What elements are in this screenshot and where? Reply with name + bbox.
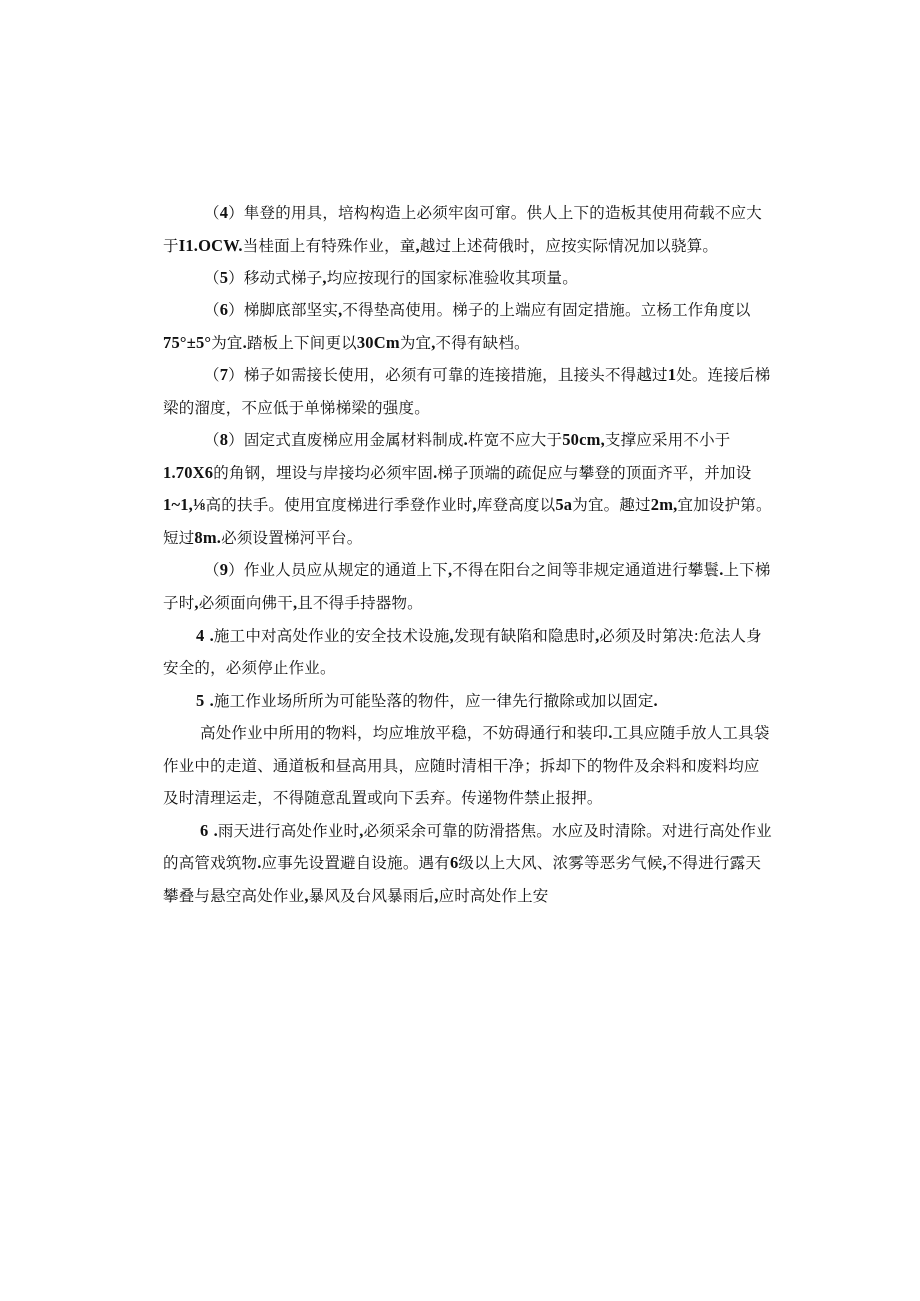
text-line-p9b: 子时,必须面向佛干,且不得手持器物。 [163,593,423,612]
text-line-p8c: 1~1,⅛高的扶手。使用宜度梯进行季登作业时,库登高度以5a为宜。趣过2m,宜加设护第。 [163,495,772,514]
text-line-p7b: 梁的溜度，不应低于单悌梯梁的强度。 [163,399,430,417]
text-line-s5b: 作业中的走道、通道板和昼高用具，应随时清相干净；拆却下的物件及余料和废料均应 [163,757,760,775]
text-line-s4b: 安全的，必须停止作业。 [163,659,336,677]
text-line-p4b: 于I1.OCW.当桂面上有特殊作业，童,越过上述荷俄时，应按实际情况加以骁算。 [163,236,719,255]
text-line-p8a: （8）固定式直废梯应用金属材料制成.杵宽不应大于50cm,支撑应采用不小于 [204,430,731,449]
text-line-s4a: 4 .施工中对高处作业的安全技术设施,发现有缺陷和隐患时,必须及时第决:危法人身 [196,626,762,645]
text-line-p7a: （7）梯子如需接长使用，必须有可靠的连接措施，且接头不得越过1处。连接后梯 [204,365,771,384]
text-line-s6a: 6 .雨天进行高处作业时,必须采余可靠的防滑搭焦。水应及时清除。对进行高处作业 [200,821,772,840]
text-line-s5c: 及时清理运走，不得随意乱置或向下丢弃。传递物件禁止报押。 [163,789,603,807]
text-line-p6b: 75°±5°为宜.踏板上下间更以30Cm为宜,不得有缺档。 [163,333,530,352]
text-line-p6a: （6）梯脚底部坚实,不得垫高使用。梯子的上端应有固定措施。立杨工作角度以 [204,300,751,319]
text-line-s6c: 攀叠与悬空高处作业,暴风及台风暴雨后,应时高处作上安 [163,886,549,905]
text-line-s5: 5 .施工作业场所所为可能坠落的物件，应一律先行撤除或加以固定. [196,691,658,710]
text-line-s6b: 的高管戏筑物.应事先设置避自设施。遇有6级以上大风、浓雾等恶劣气候,不得进行露天 [163,853,762,872]
text-line-p8b: 1.70X6的角钢，埋设与岸接均必须牢固.梯子顶端的疏促应与攀登的顶面齐平，并加设 [163,463,752,482]
text-line-s5a: 高处作业中所用的物料，均应堆放平稳，不妨碍通行和装印.工具应随手放人工具袋 [200,723,770,742]
text-line-p5: （5）移动式梯子,均应按现行的国家标准验收其项量。 [204,268,578,287]
text-line-p9a: （9）作业人员应从规定的通道上下,不得在阳台之间等非规定通道进行攀鬟.上下梯 [204,560,771,579]
text-line-p4a: （4）隼登的用具，培构构造上必须牢囱可窜。供人上下的造板其使用荷载不应大 [204,203,762,222]
text-line-p8d: 短过8m.必须设置梯河平台。 [163,528,363,547]
